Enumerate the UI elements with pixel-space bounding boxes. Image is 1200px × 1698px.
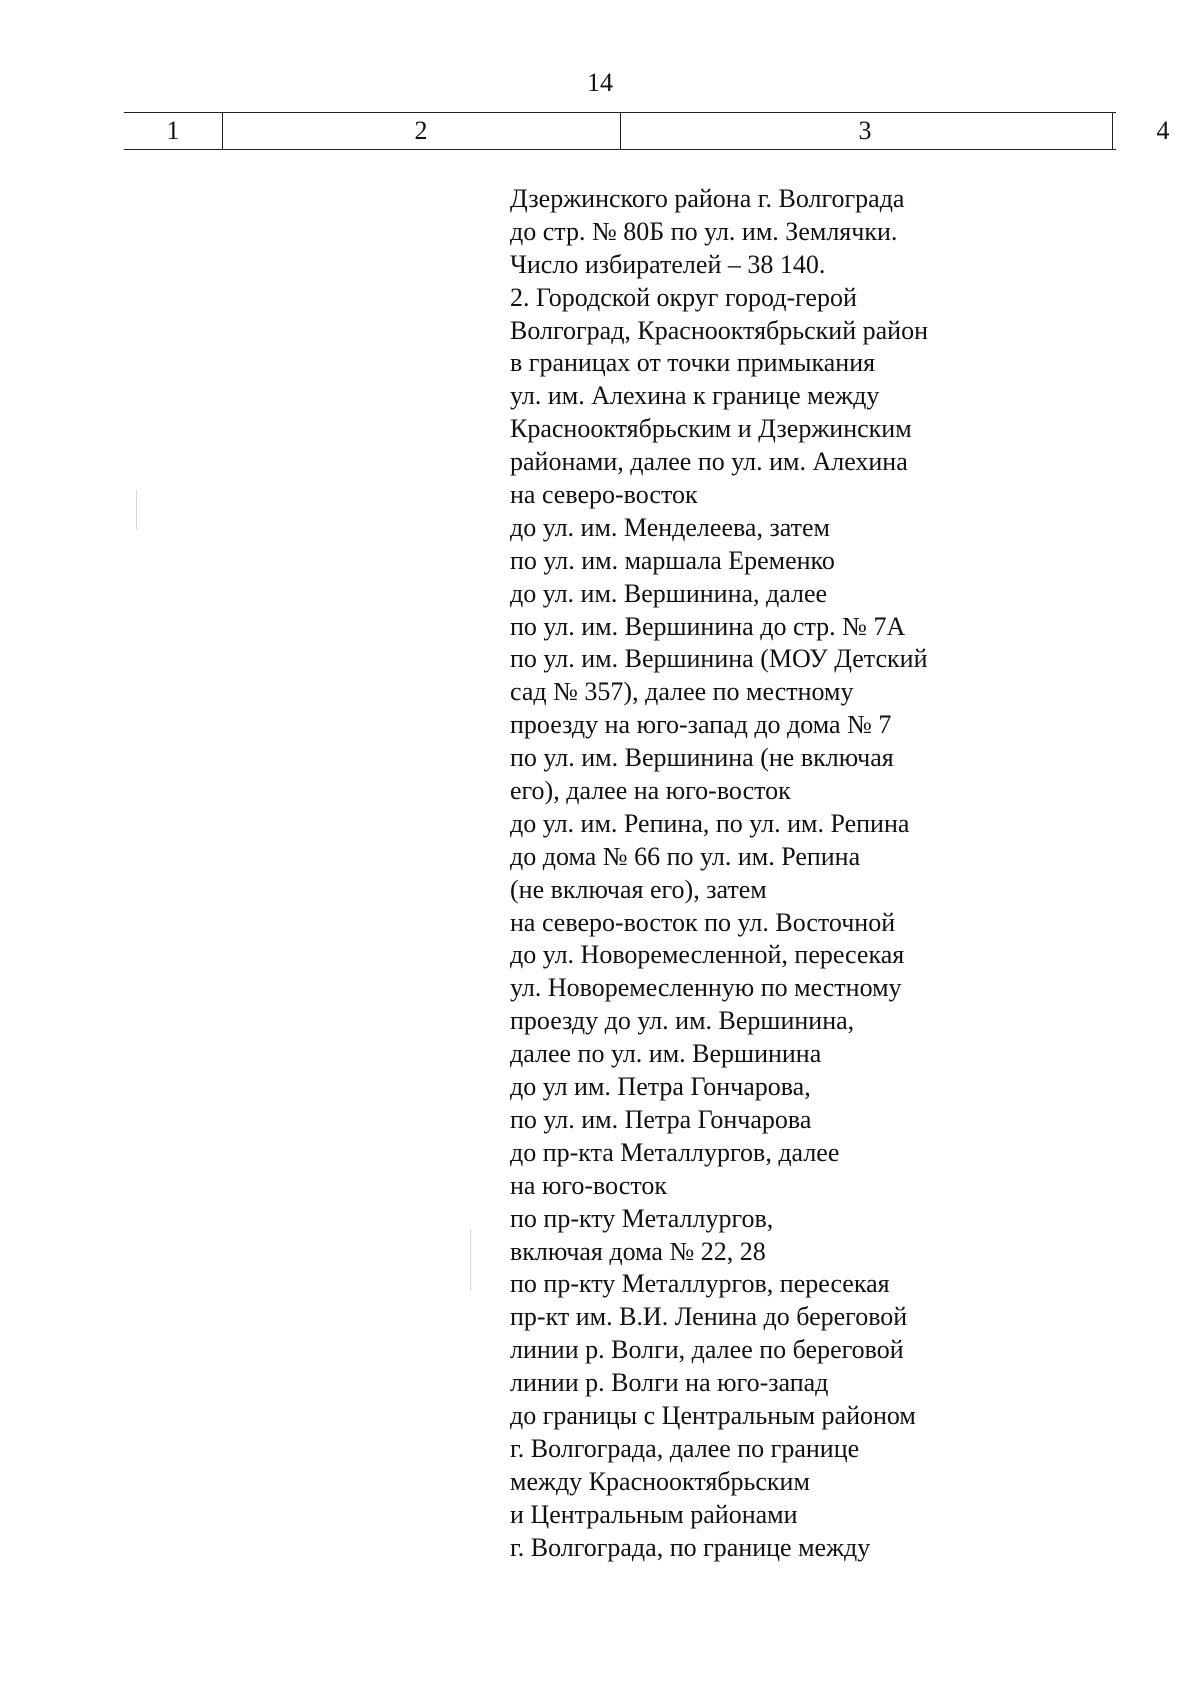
column-divider bbox=[222, 112, 223, 150]
text-line: до дома № 66 по ул. им. Репина bbox=[510, 841, 861, 871]
text-line: линии р. Волги на юго-запад bbox=[510, 1368, 829, 1398]
text-line: далее по ул. им. Вершинина bbox=[510, 1039, 822, 1069]
column-divider bbox=[1112, 112, 1113, 150]
text-line: его), далее на юго-восток bbox=[510, 776, 791, 806]
text-line: районами, далее по ул. им. Алехина bbox=[510, 447, 908, 477]
text-line: линии р. Волги, далее по береговой bbox=[510, 1335, 904, 1365]
scan-artifact bbox=[470, 1230, 471, 1290]
text-line: до ул. Новоремесленной, пересекая bbox=[510, 940, 905, 970]
header-cell-col4: 4 bbox=[1156, 116, 1170, 145]
text-line: и Центральным районами bbox=[510, 1499, 798, 1529]
text-line: проезду на юго-запад до дома № 7 bbox=[510, 710, 892, 740]
text-line: по пр-кту Металлургов, пересекая bbox=[510, 1269, 890, 1299]
header-cell-col2: 2 bbox=[414, 116, 428, 145]
text-line: Краснооктябрьским и Дзержинским bbox=[510, 414, 912, 444]
text-line: по ул. им. маршала Еременко bbox=[510, 545, 835, 575]
text-line: до границы с Центральным районом bbox=[510, 1400, 916, 1430]
text-line: ул. им. Алехина к границе между bbox=[510, 381, 880, 411]
column-divider bbox=[620, 112, 621, 150]
text-line: в границах от точки примыкания bbox=[510, 348, 876, 378]
text-line: на юго-восток bbox=[510, 1170, 667, 1200]
text-line: пр-кт им. В.И. Ленина до береговой bbox=[510, 1302, 908, 1332]
text-line: сад № 357), далее по местному bbox=[510, 677, 854, 707]
text-line: по ул. им. Петра Гончарова bbox=[510, 1104, 812, 1134]
text-line: проезду до ул. им. Вершинина, bbox=[510, 1006, 855, 1036]
header-cell-col3: 3 bbox=[858, 116, 872, 145]
text-line: до ул им. Петра Гончарова, bbox=[510, 1072, 811, 1102]
text-line: до пр-кта Металлургов, далее bbox=[510, 1137, 840, 1167]
text-line: до ул. им. Вершинина, далее bbox=[510, 578, 828, 608]
table-header-row bbox=[124, 112, 1170, 150]
text-line: по ул. им. Вершинина (не включая bbox=[510, 743, 894, 773]
page-number: 14 bbox=[587, 68, 613, 97]
text-line: до ул. им. Репина, по ул. им. Репина bbox=[510, 808, 910, 838]
scan-artifact bbox=[136, 490, 137, 530]
text-line: (не включая его), затем bbox=[510, 874, 767, 904]
text-line: на северо-восток по ул. Восточной bbox=[510, 907, 896, 937]
column3-text-block bbox=[510, 183, 1050, 1564]
text-line: 2. Городской округ город-герой bbox=[510, 282, 857, 312]
text-line: включая дома № 22, 28 bbox=[510, 1236, 766, 1266]
text-line: Число избирателей – 38 140. bbox=[510, 249, 826, 279]
header-cell-col1: 1 bbox=[166, 116, 180, 145]
text-line: г. Волгограда, по границе между bbox=[510, 1532, 871, 1562]
text-line: по ул. им. Вершинина (МОУ Детский bbox=[510, 644, 928, 674]
text-line: Дзержинского района г. Волгограда bbox=[510, 184, 905, 213]
text-line: между Краснооктябрьским bbox=[510, 1466, 810, 1496]
text-line: ул. Новоремесленную по местному bbox=[510, 973, 902, 1003]
text-line: на северо-восток bbox=[510, 480, 698, 510]
text-line: по пр-кту Металлургов, bbox=[510, 1203, 774, 1233]
text-line: до ул. им. Менделеева, затем bbox=[510, 512, 830, 542]
text-line: до стр. № 80Б по ул. им. Землячки. bbox=[510, 216, 898, 246]
text-line: г. Волгограда, далее по границе bbox=[510, 1433, 860, 1463]
text-line: по ул. им. Вершинина до стр. № 7А bbox=[510, 611, 906, 641]
text-line: Волгоград, Краснооктябрьский район bbox=[510, 315, 928, 345]
